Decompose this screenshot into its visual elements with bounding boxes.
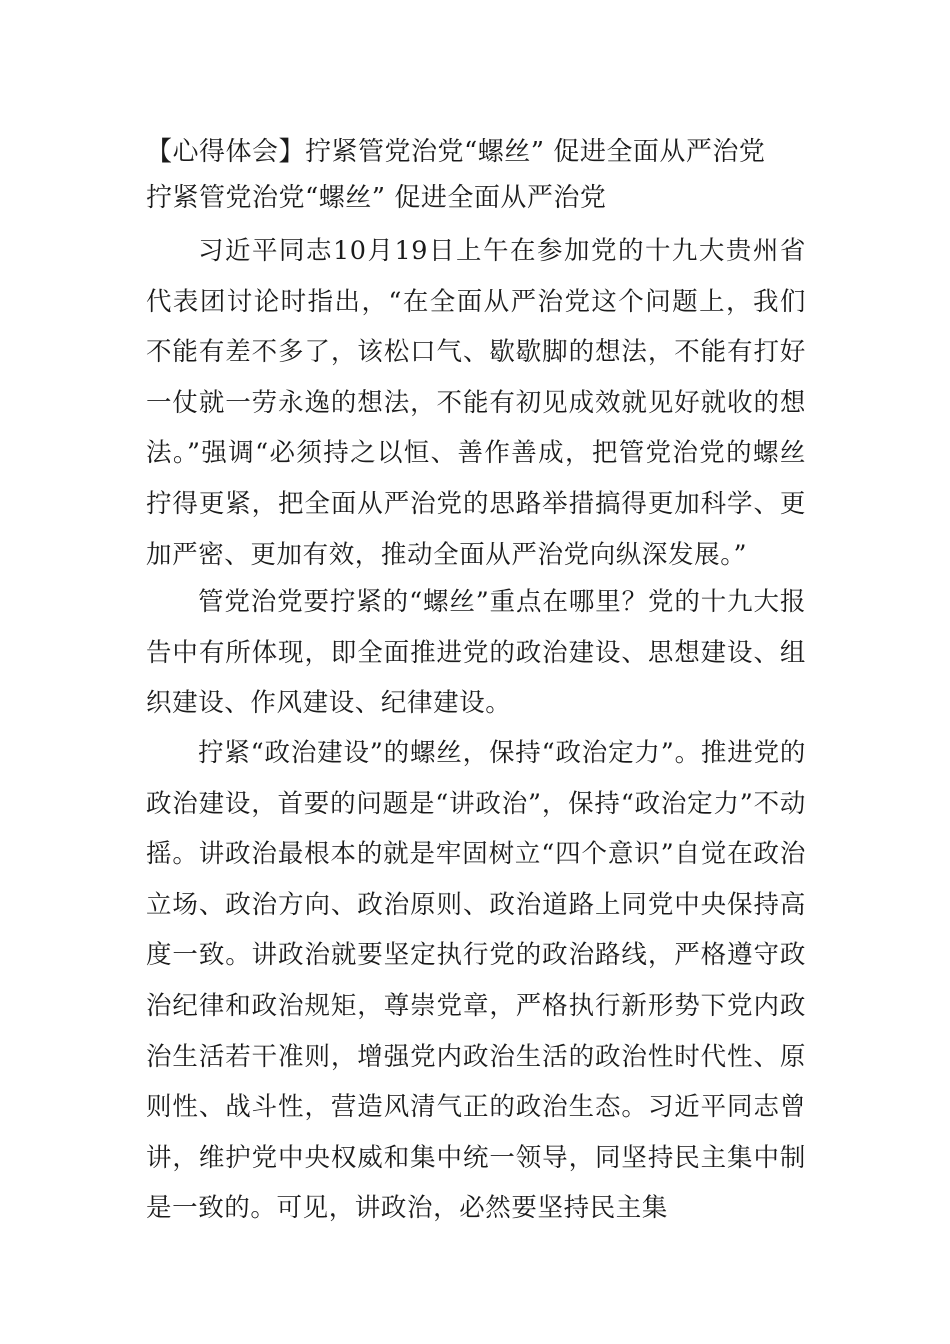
- document-subtitle: 拧紧管党治党“螺丝” 促进全面从严治党: [146, 183, 607, 213]
- paragraph-3: 拧紧“政治建设”的螺丝，保持“政治定力”。推进党的政治建设，首要的问题是“讲政治”，保持“政治定力”不动摇。讲政治最根本的就是牢固树立“四个意识”自觉在政治立场、政治方向、政治原则、政治道路上同党中央保持高度一致。讲政治就要坚定执行党的政治路线，严格遵守政治纪律和政治规矩，尊崇党章，严格执行新形势下党内政治生活若干准则，增强党内政治生活的政治性时代性、原则性、战斗性，营造风清气正的政治生态。习近平同志曾讲，维护党中央权威和集中统一领导，同坚持民主集中制是一致的。可见，讲政治，必然要坚持民主集: [146, 738, 806, 1224]
- document-title: 【心得体会】拧紧管党治党“螺丝” 促进全面从严治党: [146, 137, 766, 167]
- paragraph-2: 管党治党要拧紧的“螺丝”重点在哪里？党的十九大报告中有所体现，即全面推进党的政治建设、思想建设、组织建设、作风建设、纪律建设。: [146, 587, 806, 719]
- paragraph-1: 习近平同志10月19日上午在参加党的十九大贵州省代表团讨论时指出，“在全面从严治党这个问题上，我们不能有差不多了，该松口气、歇歇脚的想法，不能有打好一仗就一劳永逸的想法，不能有初见成效就见好就收的想法。”强调“必须持之以恒、善作善成，把管党治党的螺丝拧得更紧，把全面从严治党的思路举措搞得更加科学、更加严密、更加有效，推动全面从严治党向纵深发展。”: [146, 236, 806, 570]
